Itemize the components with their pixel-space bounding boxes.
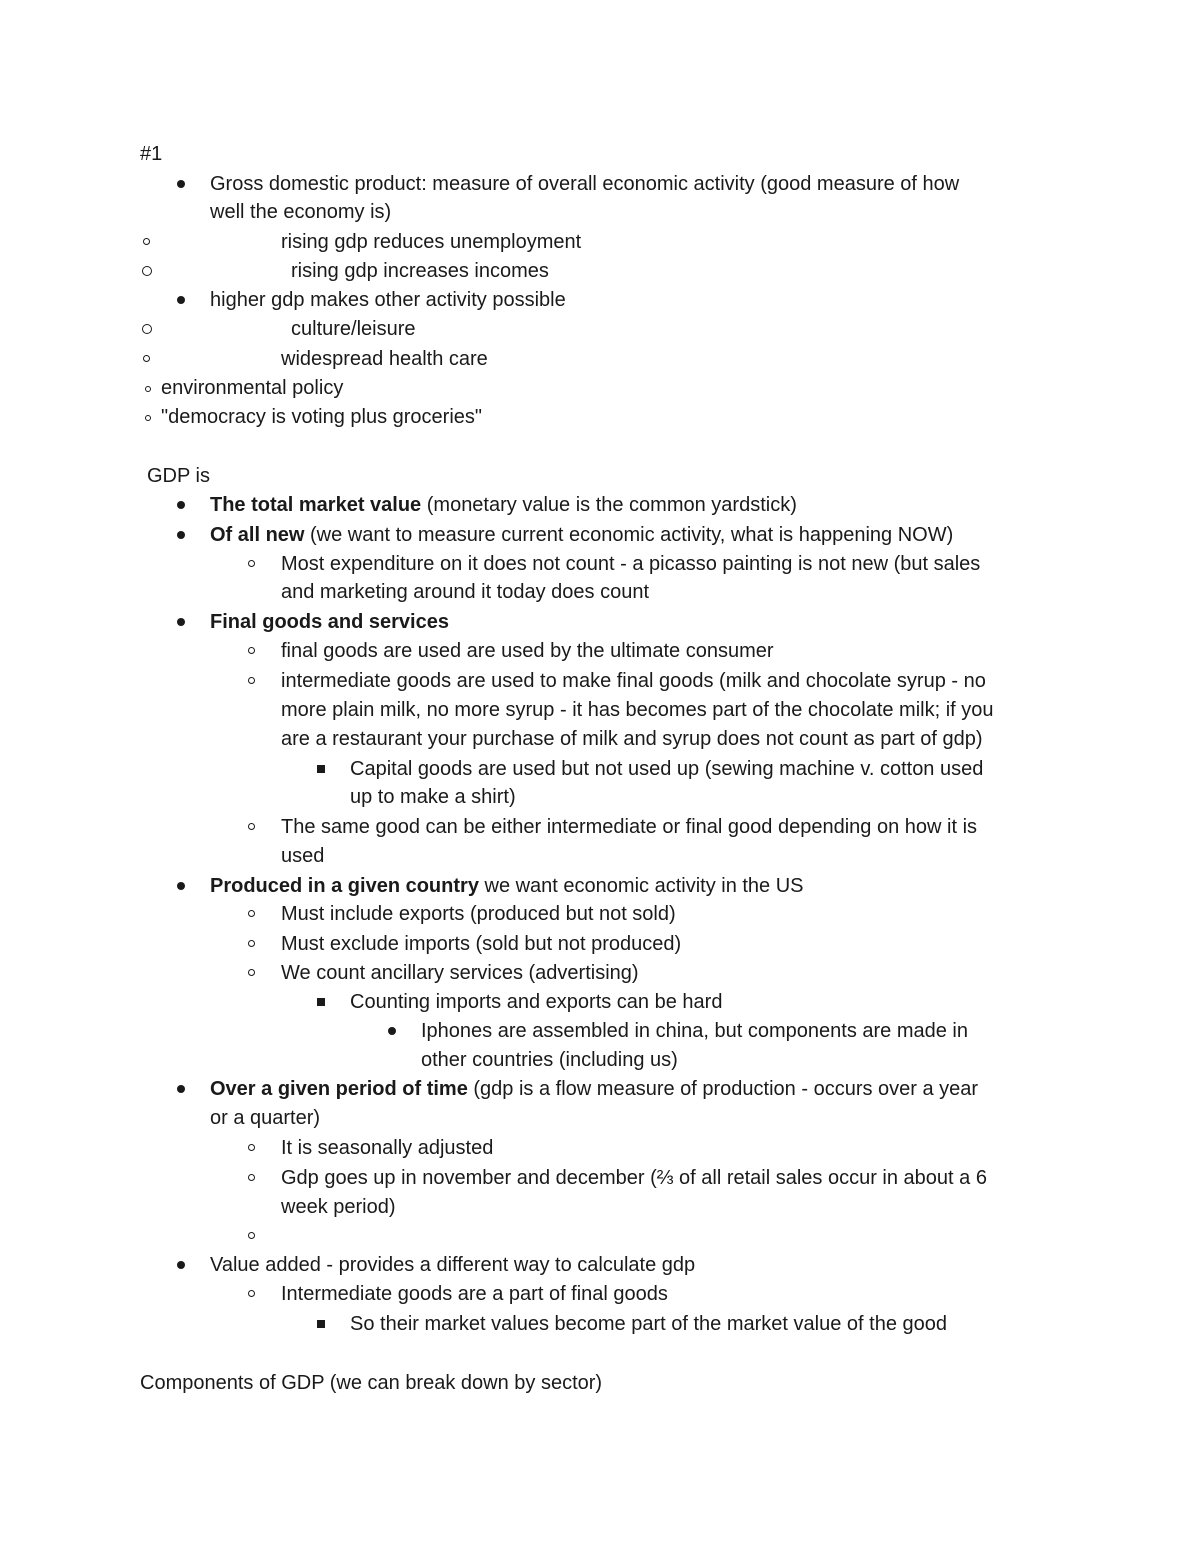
same-good-line-1: The same good can be either intermediate or final good depending on how it is [281,816,978,838]
bullet-circle-icon [248,940,255,947]
bullet-circle-icon [248,677,255,684]
bullet-circle-icon [248,969,255,976]
bullet-circle-icon [143,238,150,245]
ancillary-services: We count ancillary services (advertising) [281,962,639,984]
intermediate-part: Intermediate goods are a part of final goods [281,1283,668,1305]
seasonally-adjusted: It is seasonally adjusted [281,1137,494,1159]
given-period: Over a given period of time (gdp is a flow measure of production - occurs over a year [210,1078,979,1100]
picasso-line-1: Most expenditure on it does not count - a picasso painting is not new (but sales [281,553,981,575]
bullet-dot-icon [177,501,185,509]
bullet-dot-icon [388,1027,396,1035]
intermediate-line-1: intermediate goods are used to make final goods (milk and chocolate syrup - no [281,670,986,692]
gdp-is-title: GDP is [147,465,210,487]
gdp-definition-cont: well the economy is) [210,201,392,223]
reduces-unemployment: rising gdp reduces unemployment [281,231,582,253]
value-added: Value added - provides a different way to calculate gdp [210,1254,696,1276]
produced-in-country: Produced in a given country we want economic activity in the US [210,875,804,897]
bullet-circle-icon [248,823,255,830]
bullet-circle-icon [142,324,152,334]
bullet-dot-icon [177,296,185,304]
november-line-2: week period) [281,1196,396,1218]
exclude-imports: Must exclude imports (sold but not produced) [281,933,682,955]
counting-imports-exports: Counting imports and exports can be hard [350,991,723,1013]
given-period-cont: or a quarter) [210,1107,321,1129]
health-care: widespread health care [281,348,488,370]
bullet-circle-icon [248,1144,255,1151]
bullet-square-icon [317,765,325,773]
bullet-dot-icon [177,180,185,188]
bullet-circle-icon [142,266,152,276]
bullet-square-icon [317,1320,325,1328]
environmental-policy: environmental policy [161,377,344,399]
capital-goods-line-2: up to make a shirt) [350,786,516,808]
democracy-quote: "democracy is voting plus groceries" [161,406,482,428]
capital-goods-line-1: Capital goods are used but not used up (sewing machine v. cotton used [350,758,984,780]
bullet-circle-icon [248,1232,255,1239]
components-heading: Components of GDP (we can break down by sector) [140,1372,603,1394]
bullet-circle-icon [248,560,255,567]
iphones-line-1: Iphones are assembled in china, but components are made in [421,1020,969,1042]
november-line-1: Gdp goes up in november and december (⅔ of all retail sales occur in about a 6 [281,1167,987,1189]
bullet-dot-icon [177,1085,185,1093]
bullet-circle-icon [248,647,255,654]
same-good-line-2: used [281,845,325,867]
total-market-value: The total market value (monetary value is the common yardstick) [210,494,797,516]
gdp-definition: Gross domestic product: measure of overall economic activity (good measure of how [210,173,960,195]
picasso-line-2: and marketing around it today does count [281,581,650,603]
bullet-circle-icon [248,1174,255,1181]
include-exports: Must include exports (produced but not sold) [281,903,676,925]
bullet-dot-icon [177,1261,185,1269]
iphones-line-2: other countries (including us) [421,1049,678,1071]
intermediate-line-3: are a restaurant your purchase of milk and syrup does not count as part of gdp) [281,728,983,750]
culture-leisure: culture/leisure [291,318,416,340]
bullet-dot-icon [177,531,185,539]
final-goods-heading: Final goods and services [210,611,449,633]
increases-incomes: rising gdp increases incomes [291,260,549,282]
intermediate-line-2: more plain milk, no more syrup - it has becomes part of the chocolate milk; if you [281,699,994,721]
bullet-circle-icon [143,355,150,362]
bullet-dot-icon [177,618,185,626]
bullet-dot-icon [177,882,185,890]
heading-number: #1 [140,143,163,165]
makes-possible: higher gdp makes other activity possible [210,289,566,311]
bullet-circle-icon [248,1290,255,1297]
bullet-circle-icon [248,910,255,917]
bullet-circle-icon [145,415,151,421]
final-goods-used: final goods are used are used by the ultimate consumer [281,640,774,662]
market-values: So their market values become part of the market value of the good [350,1313,947,1335]
of-all-new: Of all new (we want to measure current economic activity, what is happening NOW) [210,524,954,546]
bullet-circle-icon [145,386,151,392]
bullet-square-icon [317,998,325,1006]
